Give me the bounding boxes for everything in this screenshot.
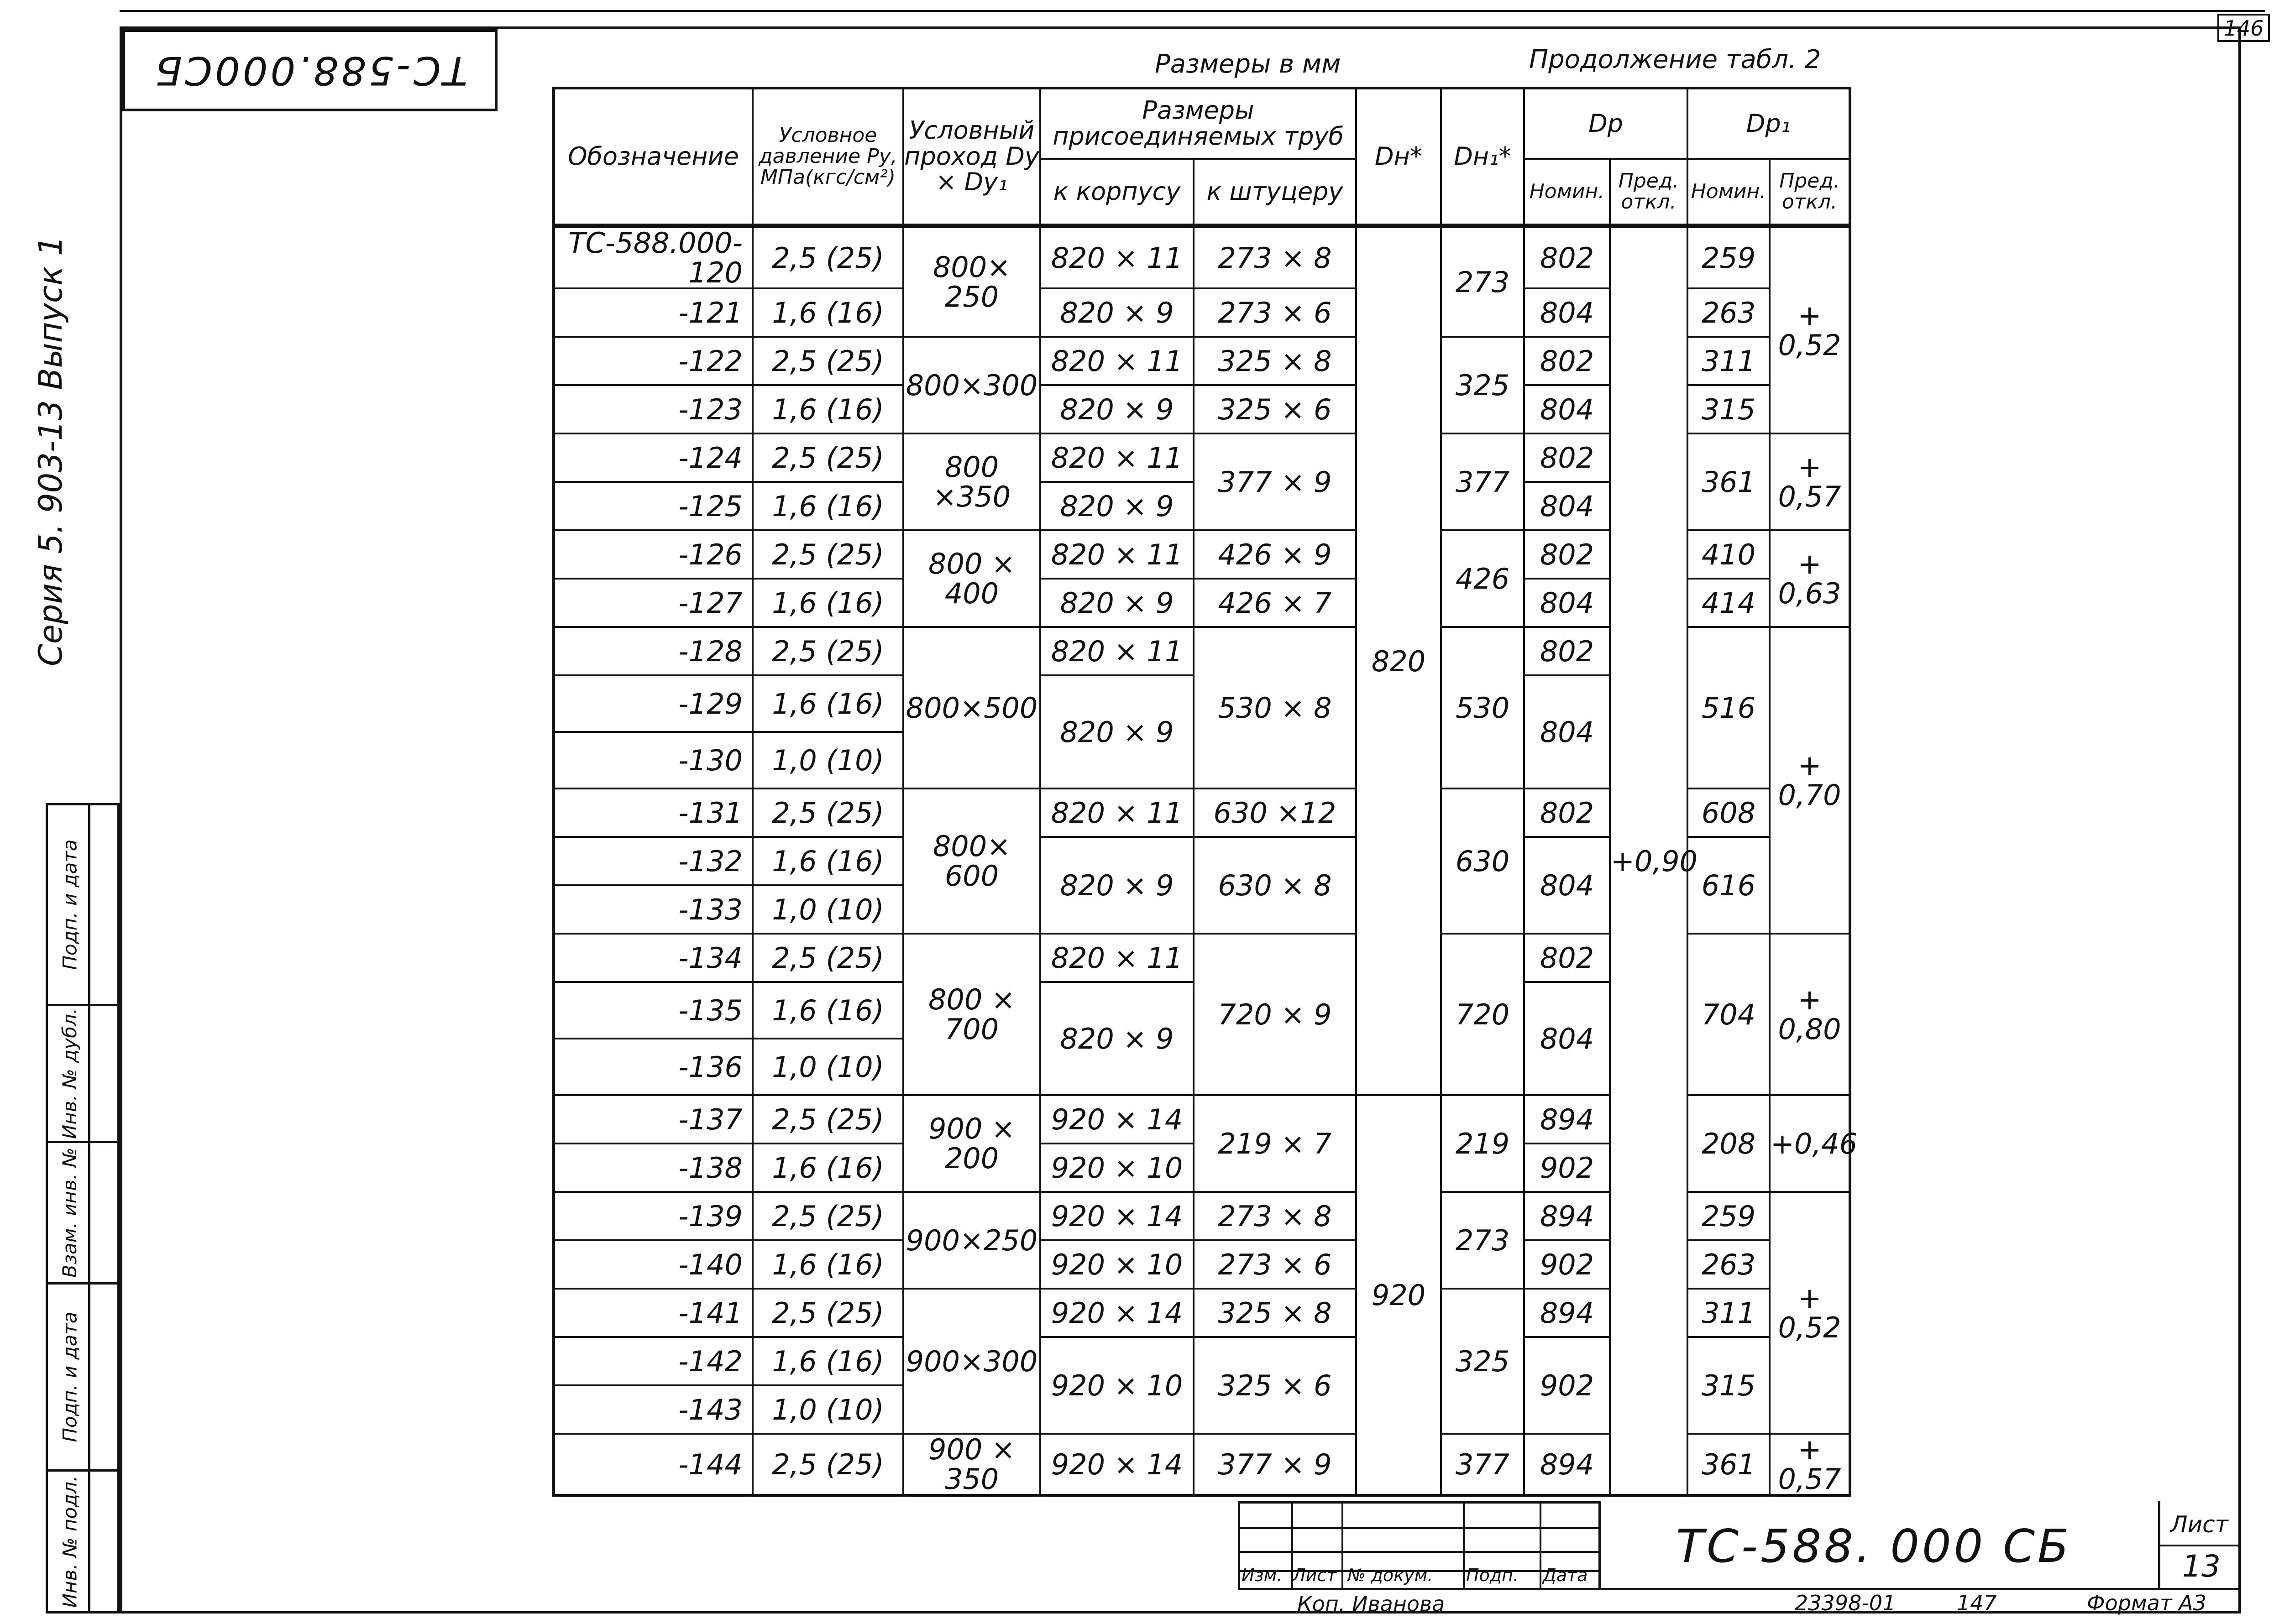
cell-to-fitting: 377 × 9	[1194, 1434, 1356, 1495]
sheet-label: Лист	[2170, 1511, 2228, 1538]
cell-to-fitting: 273 × 8	[1194, 1192, 1356, 1240]
cell-dn: 920	[1356, 1095, 1441, 1495]
series-vertical-text: Серия 5. 903-13 Выпуск 1	[32, 235, 69, 666]
col-label-izm: Изм.	[1242, 1565, 1283, 1585]
cell-pressure: 1,6 (16)	[753, 675, 903, 732]
cell-pressure: 1,6 (16)	[753, 837, 903, 885]
cell-dp1-nominal: 311	[1687, 337, 1770, 385]
header-designation: Обозначение	[554, 88, 753, 226]
cell-designation: ТС-588.000- 120	[554, 226, 753, 288]
col-label-list: Лист	[1293, 1565, 1337, 1585]
cell-to-body: 820 × 9	[1040, 675, 1194, 789]
col-label-date: Дата	[1543, 1565, 1588, 1585]
cell-pressure: 2,5 (25)	[753, 1434, 903, 1495]
cell-to-body: 920 × 14	[1040, 1192, 1194, 1240]
cell-to-fitting: 426 × 9	[1194, 530, 1356, 579]
cell-to-fitting: 273 × 6	[1194, 288, 1356, 337]
cell-pressure: 1,0 (10)	[753, 732, 903, 789]
side-cell-inv-podl	[48, 1472, 117, 1611]
cell-designation: -135	[554, 982, 753, 1039]
cell-designation: -123	[554, 385, 753, 433]
cell-designation: -127	[554, 579, 753, 627]
cell-to-body: 820 × 9	[1040, 288, 1194, 337]
grid-line	[1463, 1504, 1465, 1588]
cell-dp1-nominal: 616	[1687, 837, 1770, 934]
cell-dp1-nominal: 410	[1687, 530, 1770, 579]
header-to-body: к корпусу	[1040, 159, 1194, 226]
col-label-doc-no: № докум.	[1347, 1565, 1433, 1585]
cell-dp-nominal: 802	[1524, 226, 1610, 288]
units-caption: Размеры в мм	[1155, 49, 1341, 79]
cell-pressure: 1,6 (16)	[753, 579, 903, 627]
cell-dp1-nominal: 608	[1687, 789, 1770, 837]
cell-designation: -124	[554, 433, 753, 482]
cell-to-fitting: 325 × 8	[1194, 1289, 1356, 1337]
cell-dp-nominal: 802	[1524, 530, 1610, 579]
cell-dn1: 426	[1441, 530, 1524, 627]
cell-to-fitting: 325 × 8	[1194, 337, 1356, 385]
order-number: 23398-01	[1795, 1591, 1896, 1615]
cell-designation: -143	[554, 1385, 753, 1434]
cell-pressure: 2,5 (25)	[753, 1192, 903, 1240]
grid-line	[1240, 1551, 1598, 1553]
cell-to-body: 820 × 9	[1040, 385, 1194, 433]
cell-dp1-tolerance: + 0,57	[1770, 1434, 1850, 1495]
cell-dn1: 720	[1441, 934, 1524, 1095]
mirrored-doc-code-stamp	[122, 29, 498, 111]
cell-designation: -130	[554, 732, 753, 789]
sheet-box	[2158, 1501, 2241, 1588]
title-block-divider	[1598, 1501, 1601, 1588]
cell-dp1-nominal: 315	[1687, 1337, 1770, 1434]
header-to-fitting: к штуцеру	[1194, 159, 1356, 226]
cell-dp1-nominal: 311	[1687, 1289, 1770, 1337]
cell-designation: -139	[554, 1192, 753, 1240]
cell-dn1: 273	[1441, 226, 1524, 337]
cell-designation: -134	[554, 934, 753, 982]
cell-to-body: 920 × 10	[1040, 1337, 1194, 1434]
side-label: Подп. и дата	[58, 839, 81, 970]
cell-dp-nominal: 804	[1524, 579, 1610, 627]
cell-designation: -141	[554, 1289, 753, 1337]
grid-line	[1240, 1527, 1598, 1529]
continuation-caption: Продолжение табл. 2	[1529, 45, 1821, 74]
header-dp-nominal: Номин.	[1524, 159, 1610, 226]
cell-to-body: 820 × 9	[1040, 482, 1194, 530]
cell-to-fitting: 426 × 7	[1194, 579, 1356, 627]
side-label: Инв. № дубл.	[58, 1008, 81, 1139]
cell-passage: 900×250	[903, 1192, 1040, 1289]
cell-designation: -131	[554, 789, 753, 837]
specification-table	[552, 87, 1858, 1497]
header-pipe-sizes: Размеры присоединяемых труб	[1040, 88, 1356, 159]
header-passage: Условный проход Dу × Dу₁	[903, 88, 1040, 226]
cell-pressure: 2,5 (25)	[753, 627, 903, 675]
cell-pressure: 2,5 (25)	[753, 226, 903, 288]
header-dp1: Dр₁	[1687, 88, 1850, 159]
cell-designation: -128	[554, 627, 753, 675]
cell-to-body: 920 × 10	[1040, 1144, 1194, 1192]
cell-to-fitting: 273 × 6	[1194, 1240, 1356, 1289]
cell-pressure: 2,5 (25)	[753, 530, 903, 579]
cell-pressure: 1,6 (16)	[753, 385, 903, 433]
cell-dp1-nominal: 361	[1687, 433, 1770, 530]
cell-pressure: 2,5 (25)	[753, 934, 903, 982]
cell-designation: -136	[554, 1039, 753, 1095]
cell-to-body: 820 × 11	[1040, 934, 1194, 982]
cell-designation: -133	[554, 885, 753, 934]
side-cell-podp-data-top	[48, 805, 117, 1006]
cell-pressure: 1,6 (16)	[753, 1240, 903, 1289]
cell-dn1: 325	[1441, 337, 1524, 433]
cell-dn1: 273	[1441, 1192, 1524, 1289]
cell-to-body: 820 × 11	[1040, 789, 1194, 837]
cell-passage: 900×300	[903, 1289, 1040, 1434]
cell-dp-tolerance: +0,90	[1610, 226, 1687, 1495]
col-label-sign: Подп.	[1466, 1565, 1519, 1585]
cell-pressure: 1,0 (10)	[753, 885, 903, 934]
grid-line	[1540, 1504, 1541, 1588]
cell-passage: 800×500	[903, 627, 1040, 789]
cell-dp-nominal: 802	[1524, 433, 1610, 482]
cell-dp1-tolerance: + 0,57	[1770, 433, 1850, 530]
header-dn1: Dн₁*	[1441, 88, 1524, 226]
cell-dn1: 377	[1441, 1434, 1524, 1495]
cell-to-body: 820 × 11	[1040, 226, 1194, 288]
cell-pressure: 1,6 (16)	[753, 982, 903, 1039]
cell-passage: 900 × 200	[903, 1095, 1040, 1192]
cell-dp1-tolerance: + 0,52	[1770, 226, 1850, 433]
header-dp1-tolerance: Пред. откл.	[1770, 159, 1850, 226]
cell-to-body: 820 × 9	[1040, 579, 1194, 627]
cell-to-body: 820 × 9	[1040, 982, 1194, 1095]
cell-dp-nominal: 902	[1524, 1144, 1610, 1192]
cell-dp-nominal: 802	[1524, 789, 1610, 837]
side-label: Взам. инв. №	[58, 1147, 81, 1278]
sheet-box-line	[2160, 1545, 2241, 1546]
cell-designation: -122	[554, 337, 753, 385]
cell-dp-nominal: 902	[1524, 1337, 1610, 1434]
cell-designation: -125	[554, 482, 753, 530]
cell-pressure: 1,0 (10)	[753, 1385, 903, 1434]
cell-dp-nominal: 802	[1524, 934, 1610, 982]
cell-designation: -129	[554, 675, 753, 732]
cell-to-body: 920 × 14	[1040, 1095, 1194, 1144]
cell-dn1: 325	[1441, 1289, 1524, 1434]
cell-pressure: 2,5 (25)	[753, 433, 903, 482]
cell-to-fitting: 325 × 6	[1194, 1337, 1356, 1434]
cell-passage: 800 ×350	[903, 433, 1040, 530]
cell-passage: 800 × 700	[903, 934, 1040, 1095]
cell-pressure: 1,0 (10)	[753, 1039, 903, 1095]
cell-to-fitting: 325 × 6	[1194, 385, 1356, 433]
cell-passage: 800× 250	[903, 226, 1040, 337]
cell-dn1: 530	[1441, 627, 1524, 789]
cell-dp1-nominal: 315	[1687, 385, 1770, 433]
cell-designation: -142	[554, 1337, 753, 1385]
cell-dn1: 377	[1441, 433, 1524, 530]
cell-designation: -121	[554, 288, 753, 337]
cell-designation: -126	[554, 530, 753, 579]
inventory-number: 147	[1957, 1591, 1997, 1615]
cell-dp1-tolerance: + 0,52	[1770, 1192, 1850, 1434]
cell-dp-nominal: 894	[1524, 1289, 1610, 1337]
cell-to-fitting: 273 × 8	[1194, 226, 1356, 288]
cell-to-fitting: 630 ×12	[1194, 789, 1356, 837]
format-label: Формат А3	[2087, 1591, 2206, 1615]
title-block-bottom-line	[1238, 1588, 2241, 1590]
cell-dp-nominal: 804	[1524, 837, 1610, 934]
cell-dp-nominal: 902	[1524, 1240, 1610, 1289]
cell-dp-nominal: 804	[1524, 385, 1610, 433]
cell-pressure: 2,5 (25)	[753, 1289, 903, 1337]
cell-dn: 820	[1356, 226, 1441, 1095]
cell-dn1: 630	[1441, 789, 1524, 934]
cell-designation: -132	[554, 837, 753, 885]
cell-pressure: 1,6 (16)	[753, 1337, 903, 1385]
sheet-number: 13	[2182, 1549, 2221, 1584]
cell-designation: -140	[554, 1240, 753, 1289]
grid-line	[1341, 1504, 1343, 1588]
cell-to-body: 920 × 10	[1040, 1240, 1194, 1289]
cell-to-fitting: 530 × 8	[1194, 627, 1356, 789]
cell-pressure: 2,5 (25)	[753, 1095, 903, 1144]
cell-dp1-nominal: 361	[1687, 1434, 1770, 1495]
cell-to-body: 820 × 9	[1040, 837, 1194, 934]
cell-dn1: 219	[1441, 1095, 1524, 1192]
cell-dp1-nominal: 704	[1687, 934, 1770, 1095]
side-label: Подп. и дата	[58, 1311, 81, 1442]
header-dp: Dр	[1524, 88, 1687, 159]
cell-pressure: 1,6 (16)	[753, 288, 903, 337]
cell-pressure: 1,6 (16)	[753, 1144, 903, 1192]
cell-dp1-tolerance: + 0,70	[1770, 627, 1850, 934]
cell-to-fitting: 377 × 9	[1194, 433, 1356, 530]
cell-dp-nominal: 804	[1524, 482, 1610, 530]
header-dp1-nominal: Номин.	[1687, 159, 1770, 226]
cell-to-body: 820 × 11	[1040, 627, 1194, 675]
header-dp-tolerance: Пред. откл.	[1610, 159, 1687, 226]
side-approval-strip	[46, 803, 120, 1614]
cell-passage: 800× 600	[903, 789, 1040, 934]
cell-to-body: 820 × 11	[1040, 530, 1194, 579]
cell-designation: -138	[554, 1144, 753, 1192]
table-row	[554, 226, 1850, 288]
cell-to-body: 820 × 11	[1040, 433, 1194, 482]
title-doc-code: ТС-588. 000 СБ	[1676, 1520, 2072, 1573]
page-number: 146	[2217, 14, 2270, 42]
cell-designation: -137	[554, 1095, 753, 1144]
cell-dp-nominal: 802	[1524, 627, 1610, 675]
cell-dp1-tolerance: + 0,80	[1770, 934, 1850, 1095]
cell-pressure: 1,6 (16)	[753, 482, 903, 530]
cell-passage: 900 × 350	[903, 1434, 1040, 1495]
cell-dp1-tolerance: + 0,63	[1770, 530, 1850, 627]
cell-to-body: 820 × 11	[1040, 337, 1194, 385]
cell-dp-nominal: 802	[1524, 337, 1610, 385]
cell-dp1-nominal: 263	[1687, 1240, 1770, 1289]
cell-pressure: 2,5 (25)	[753, 789, 903, 837]
side-cell-podp-data	[48, 1285, 117, 1472]
cell-pressure: 2,5 (25)	[753, 337, 903, 385]
top-border-line	[120, 10, 2265, 12]
cell-to-fitting: 720 × 9	[1194, 934, 1356, 1095]
cell-dp1-nominal: 263	[1687, 288, 1770, 337]
cell-dp1-tolerance: +0,46	[1770, 1095, 1850, 1192]
side-label: Инв. № подл.	[58, 1475, 81, 1608]
mirrored-doc-code: ТС-588.000СБ	[152, 47, 468, 93]
cell-to-fitting: 630 × 8	[1194, 837, 1356, 934]
cell-to-fitting: 219 × 7	[1194, 1095, 1356, 1192]
header-dn: Dн*	[1356, 88, 1441, 226]
cell-passage: 800 × 400	[903, 530, 1040, 627]
cell-designation: -144	[554, 1434, 753, 1495]
cell-dp-nominal: 804	[1524, 288, 1610, 337]
cell-dp1-nominal: 414	[1687, 579, 1770, 627]
cell-to-body: 920 × 14	[1040, 1434, 1194, 1495]
cell-dp1-nominal: 259	[1687, 226, 1770, 288]
header-pressure: Условное давление Pу, МПа(кгс/см²)	[753, 88, 903, 226]
side-cell-vzam-inv	[48, 1143, 117, 1285]
cell-dp-nominal: 894	[1524, 1434, 1610, 1495]
cell-dp-nominal: 894	[1524, 1095, 1610, 1144]
copied-by: Коп. Иванова	[1297, 1592, 1445, 1616]
title-block	[1238, 1501, 2241, 1614]
side-cell-inv-dubl	[48, 1006, 117, 1143]
cell-dp1-nominal: 516	[1687, 627, 1770, 789]
cell-dp1-nominal: 259	[1687, 1192, 1770, 1240]
cell-dp-nominal: 804	[1524, 982, 1610, 1095]
cell-dp-nominal: 894	[1524, 1192, 1610, 1240]
cell-dp1-nominal: 208	[1687, 1095, 1770, 1192]
cell-to-body: 920 × 14	[1040, 1289, 1194, 1337]
cell-dp-nominal: 804	[1524, 675, 1610, 789]
cell-passage: 800×300	[903, 337, 1040, 433]
